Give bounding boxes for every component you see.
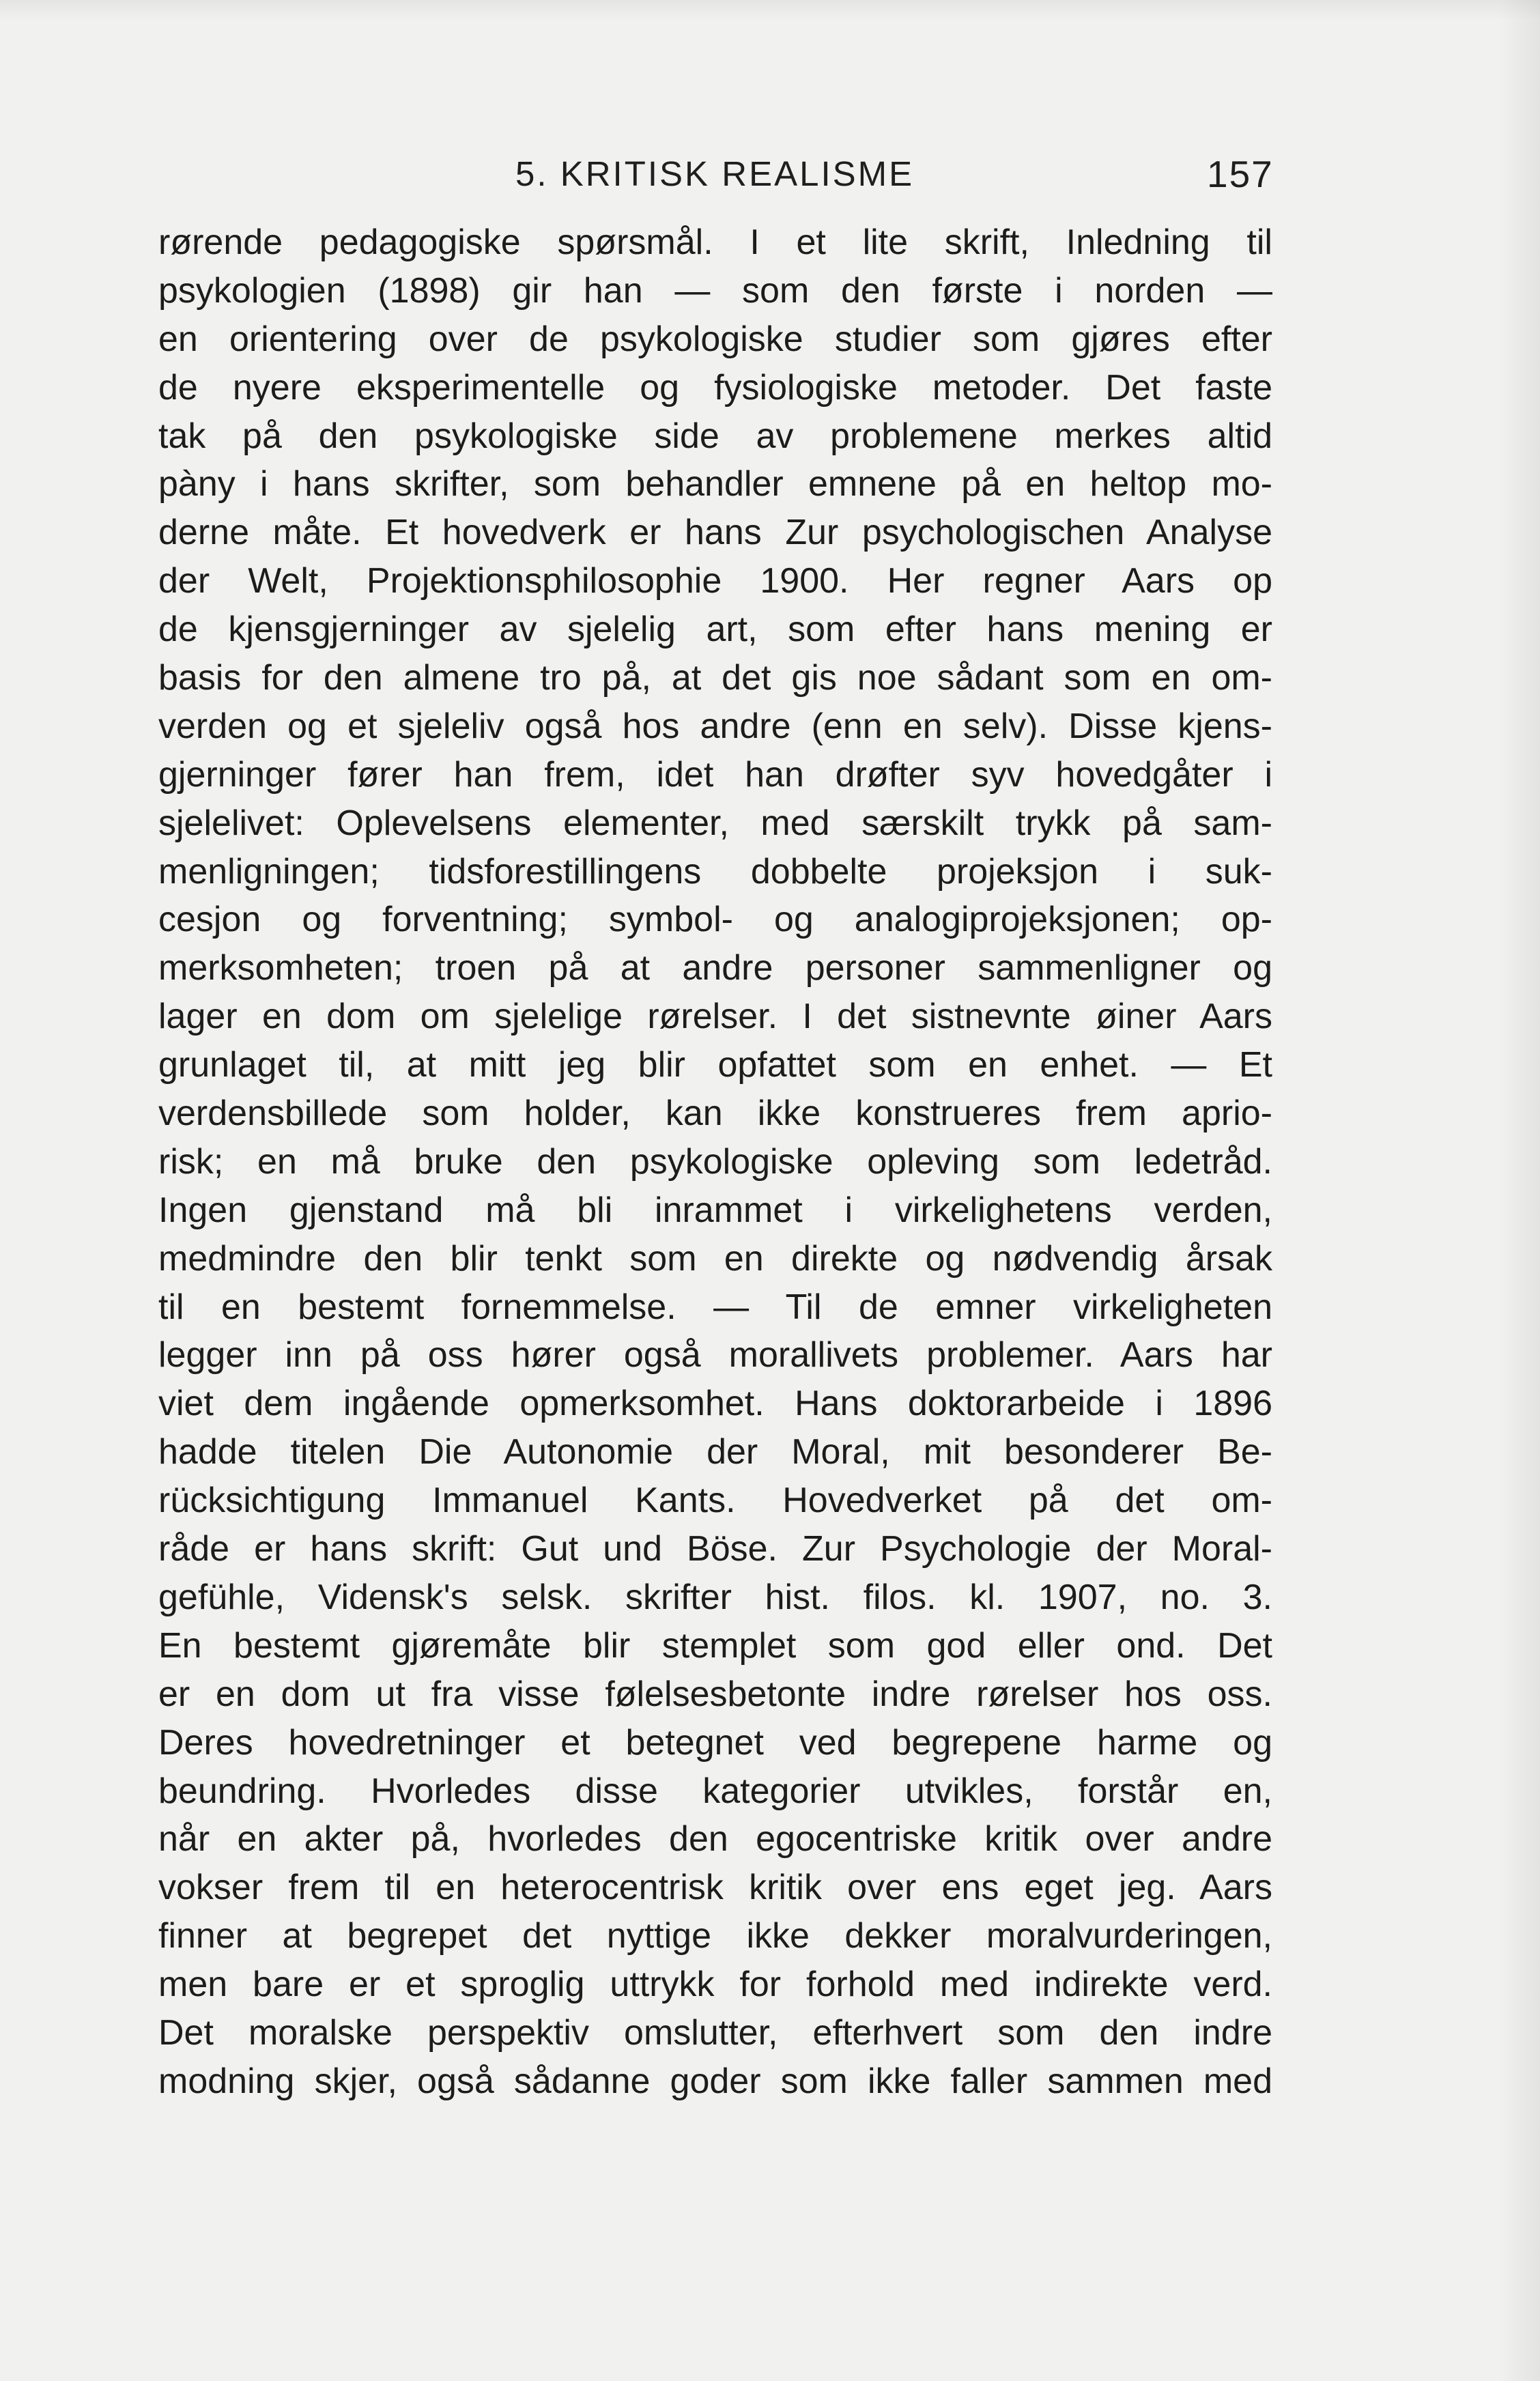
text-line: til en bestemt fornemmelse. — Til de emner virkeligheten <box>158 1287 1272 1327</box>
text-line: menligningen; tidsforestillingens dobbelte projeksjon i suk- <box>158 851 1272 892</box>
text-line: lager en dom om sjelelige rørelser. I det sistnevnte øiner Aars <box>158 997 1272 1037</box>
text-line: hadde titelen Die Autonomie der Moral, mit besonderer Be- <box>158 1432 1272 1472</box>
text-line: finner at begrepet det nyttige ikke dekker moralvurderingen, <box>158 1916 1272 1956</box>
text-line: verdensbillede som holder, kan ikke konstrueres frem aprio- <box>158 1094 1272 1134</box>
text-line: tak på den psykologiske side av problemene merkes altid <box>158 416 1272 456</box>
text-line: de nyere eksperimentelle og fysiologiske metoder. Det faste <box>158 367 1272 408</box>
text-line: en orientering over de psykologiske studier som gjøres efter <box>158 319 1272 359</box>
text-line: rørende pedagogiske spørsmål. I et lite skrift, Inledning til <box>158 223 1272 262</box>
page-edge-shadow-right <box>1499 0 1540 2381</box>
text-line: En bestemt gjøremåte blir stemplet som god eller ond. Det <box>158 1625 1272 1666</box>
text-line: råde er hans skrift: Gut und Böse. Zur Psychologie der Moral- <box>158 1529 1272 1569</box>
text-line: viet dem ingående opmerksomhet. Hans doktorarbeide i 1896 <box>158 1384 1272 1424</box>
text-line: gefühle, Vidensk's selsk. skrifter hist. filos. kl. 1907, no. 3. <box>158 1577 1272 1617</box>
page-number: 157 <box>1207 153 1274 195</box>
text-line: risk; en må bruke den psykologiske opleving som ledetråd. <box>158 1141 1272 1182</box>
text-line: psykologien (1898) gir han — som den første i norden — <box>158 270 1272 311</box>
text-line: modning skjer, også sådanne goder som ikke faller sammen med <box>158 2061 1272 2101</box>
text-line: vokser frem til en heterocentrisk kritik over ens eget jeg. Aars <box>158 1868 1272 1908</box>
text-line: merksomheten; troen på at andre personer sammenligner og <box>158 948 1272 988</box>
text-line: medmindre den blir tenkt som en direkte og nødvendig årsak <box>158 1238 1272 1279</box>
text-line: når en akter på, hvorledes den egocentriske kritik over andre <box>158 1819 1272 1859</box>
text-line: er en dom ut fra visse følelsesbetonte indre rørelser hos oss. <box>158 1674 1272 1714</box>
page-header <box>0 147 1540 201</box>
running-head: 5. KRITISK REALISME <box>515 154 915 193</box>
text-line: beundring. Hvorledes disse kategorier utvikles, forstår en, <box>158 1771 1272 1811</box>
page-edge-shadow-top <box>0 0 1540 20</box>
text-line: derne måte. Et hovedverk er hans Zur psychologischen Analyse <box>158 513 1272 553</box>
text-line: verden og et sjeleliv også hos andre (enn en selv). Disse kjens- <box>158 706 1272 746</box>
text-line: Ingen gjenstand må bli inrammet i virkelighetens verden, <box>158 1190 1272 1230</box>
text-line: cesjon og forventning; symbol- og analogiprojeksjonen; op- <box>158 900 1272 940</box>
text-line: sjelelivet: Oplevelsens elementer, med særskilt trykk på sam- <box>158 803 1272 843</box>
text-line: der Welt, Projektionsphilosophie 1900. Her regner Aars op <box>158 561 1272 601</box>
text-line: de kjensgjerninger av sjelelig art, som efter hans mening er <box>158 610 1272 650</box>
text-line: rücksichtigung Immanuel Kants. Hovedverket på det om- <box>158 1481 1272 1521</box>
body-text <box>158 218 1272 2106</box>
text-line: men bare er et sproglig uttrykk for forhold med indirekte verd. <box>158 1965 1272 2005</box>
text-line: grunlaget til, at mitt jeg blir opfattet som en enhet. — Et <box>158 1045 1272 1085</box>
text-line: Det moralske perspektiv omslutter, efterhvert som den indre <box>158 2012 1272 2053</box>
text-line: legger inn på oss hører også morallivets problemer. Aars har <box>158 1335 1272 1375</box>
text-line: gjerninger fører han frem, idet han drøfter syv hovedgåter i <box>158 754 1272 795</box>
text-line: pàny i hans skrifter, som behandler emnene på en heltop mo- <box>158 464 1272 504</box>
text-line: basis for den almene tro på, at det gis noe sådant som en om- <box>158 658 1272 698</box>
text-line: Deres hovedretninger et betegnet ved begrepene harme og <box>158 1722 1272 1763</box>
